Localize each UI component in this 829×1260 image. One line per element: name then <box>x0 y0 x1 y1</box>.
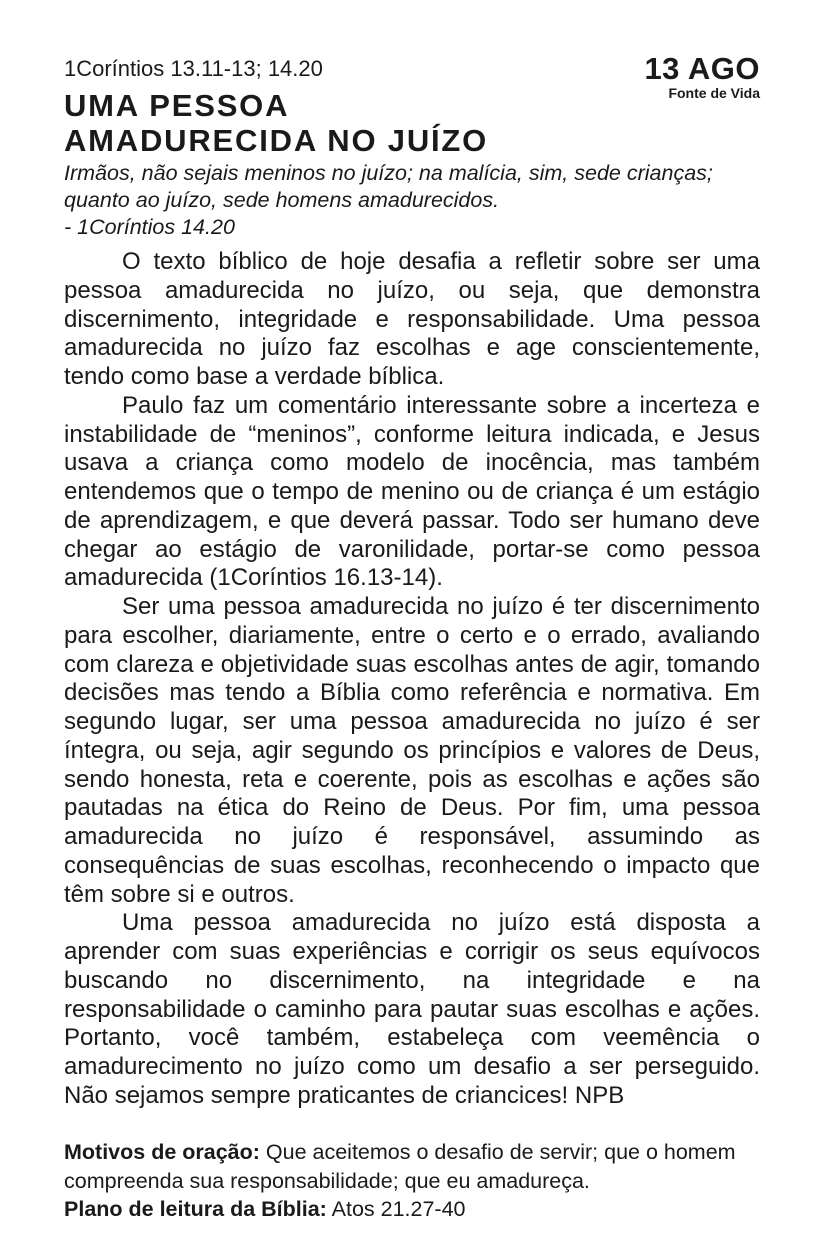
paragraph: Paulo faz um comentário interessante sobre a incerteza e instabilidade de “meninos”, conforme leitura indicada, e Jesus usava a criança como modelo de inocência, mas também entendemos que o tempo de menino ou de criança é um estágio de aprendizagem, e que deverá passar. Todo ser humano deve chegar ao estágio de varonilidade, portar-se como pessoa amadurecida (1Coríntios 16.13-14). <box>64 391 760 592</box>
reading-plan <box>64 1195 760 1224</box>
verse-citation: - 1Coríntios 14.20 <box>64 215 235 239</box>
footer <box>64 1138 760 1224</box>
title-line-1: UMA PESSOA <box>64 88 290 123</box>
date-label: 13 AGO <box>644 51 760 86</box>
prayer-text: Que aceitemos o desafio de servir; que o homem compreenda sua responsabilidade; que eu amadureça. <box>64 1140 736 1193</box>
paragraph: O texto bíblico de hoje desafia a refletir sobre ser uma pessoa amadurecida no juízo, ou seja, que demonstra discernimento, integridade e responsabilidade. Uma pessoa amadurecida no juízo faz escolhas e age conscientemente, tendo como base a verdade bíblica. <box>64 248 760 390</box>
prayer-label: Motivos de oração: <box>64 1140 260 1164</box>
prayer-topics <box>64 1138 760 1195</box>
verse-text: Irmãos, não sejais meninos no juízo; na malícia, sim, sede crianças; quanto ao juízo, sede homens amadurecidos. <box>64 161 713 212</box>
reading-plan-text: Atos 21.27-40 <box>326 1197 466 1221</box>
paragraph: Ser uma pessoa amadurecida no juízo é ter discernimento para escolher, diariamente, entre o certo e o errado, avaliando com clareza e objetividade suas escolhas antes de agir, tomando decisões mas tendo a Bíblia como referência e normativa. Em segundo lugar, ser uma pessoa amadurecida no juízo é ser íntegra, ou seja, agir segundo os princípios e valores de Deus, sendo honesta, reta e coerente, pois as escolhas e ações são pautadas na ética do Reino de Deus. Por fim, uma pessoa amadurecida no juízo é responsável, assumindo as consequências de suas escolhas, reconhecendo o impacto que têm sobre si e outros. <box>64 593 760 908</box>
page-title <box>64 88 488 158</box>
title-line-2: AMADURECIDA NO JUÍZO <box>64 123 489 158</box>
paragraph: Uma pessoa amadurecida no juízo está disposta a aprender com suas experiências e corrigir os seus equívocos buscando no discernimento, na integridade e na responsabilidade o caminho para pautar suas escolhas e ações. Portanto, você também, estabeleça com veemência o amadurecimento no juízo como um desafio a ser perseguido. Não sejamos sempre praticantes de criancices! NPB <box>64 909 760 1109</box>
reading-plan-label: Plano de leitura da Bíblia: <box>64 1197 327 1221</box>
bible-reference: 1Coríntios 13.11-13; 14.20 <box>64 56 323 81</box>
devotional-body <box>64 248 760 1111</box>
date-block <box>644 52 760 100</box>
key-verse <box>64 160 760 241</box>
publication-name: Fonte de Vida <box>668 85 760 101</box>
